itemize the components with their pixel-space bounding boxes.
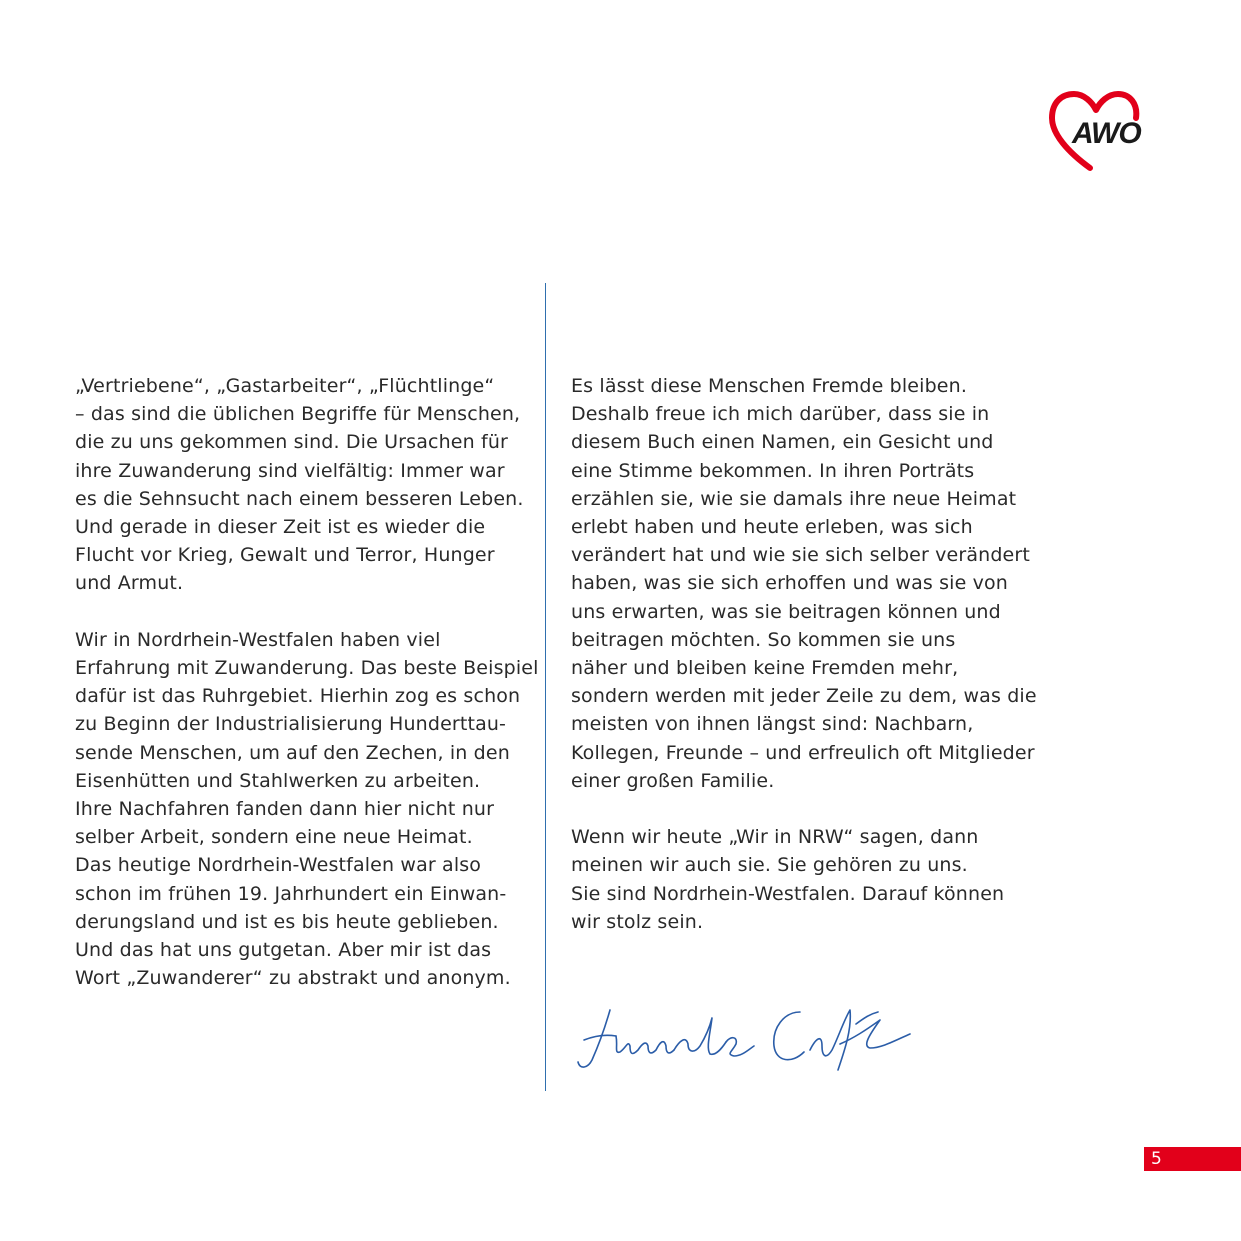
logo-text: AWO — [1072, 117, 1141, 150]
text-line: meinen wir auch sie. Sie gehören zu uns. — [571, 854, 968, 877]
text-line: uns erwarten, was sie beitragen können und — [571, 600, 1001, 623]
text-line: Und das hat uns gutgetan. Aber mir ist das — [75, 939, 492, 962]
text-line: schon im frühen 19. Jahrhundert ein Einwan- — [75, 882, 507, 905]
text-line: Es lässt diese Menschen Fremde bleiben. — [571, 375, 968, 397]
paragraph — [75, 626, 539, 993]
text-line: wir stolz sein. — [571, 910, 704, 933]
text-line: diesem Buch einen Namen, ein Gesicht und — [571, 431, 994, 454]
text-line: Ihre Nachfahren fanden dann hier nicht nur — [75, 798, 495, 821]
text-line: sondern werden mit jeder Zeile zu dem, was die — [571, 685, 1037, 708]
heart-logo-icon — [1048, 88, 1158, 174]
page-number-tab — [1144, 1147, 1241, 1171]
text-line: „Vertriebene“, „Gastarbeiter“, „Flüchtlinge“ — [75, 375, 495, 397]
text-line: Das heutige Nordrhein-Westfalen war also — [75, 854, 482, 877]
text-line: Wir in Nordrhein-Westfalen haben viel — [75, 628, 441, 651]
text-line: sende Menschen, um auf den Zechen, in den — [75, 741, 510, 764]
left-text-column — [75, 372, 539, 1021]
right-text-column — [571, 372, 1041, 964]
paragraph — [571, 372, 1041, 795]
text-line: die zu uns gekommen sind. Die Ursachen für — [75, 431, 508, 454]
text-line: verändert hat und wie sie sich selber verändert — [571, 544, 1030, 567]
text-line: Wenn wir heute „Wir in NRW“ sagen, dann — [571, 826, 979, 849]
awo-logo — [1048, 88, 1158, 174]
text-line: Eisenhütten und Stahlwerken zu arbeiten. — [75, 769, 481, 792]
text-line: haben, was sie sich erhoffen und was sie von — [571, 572, 1008, 595]
signature-icon — [570, 990, 930, 1080]
paragraph — [571, 823, 1041, 936]
text-line: – das sind die üblichen Begriffe für Menschen, — [75, 403, 521, 426]
text-line: Wort „Zuwanderer“ zu abstrakt und anonym. — [75, 967, 511, 990]
text-line: näher und bleiben keine Fremden mehr, — [571, 657, 959, 680]
text-line: dafür ist das Ruhrgebiet. Hierhin zog es schon — [75, 685, 521, 708]
text-line: es die Sehnsucht nach einem besseren Leben. — [75, 487, 524, 510]
text-line: und Armut. — [75, 572, 184, 595]
text-line: derungsland und ist es bis heute geblieben. — [75, 910, 499, 933]
text-line: zu Beginn der Industrialisierung Hunderttau- — [75, 713, 507, 736]
text-line: meisten von ihnen längst sind: Nachbarn, — [571, 713, 974, 736]
paragraph — [75, 372, 535, 598]
text-line: einer großen Familie. — [571, 769, 775, 792]
text-line: erlebt haben und heute erleben, was sich — [571, 516, 973, 539]
text-line: beitragen möchten. So kommen sie uns — [571, 628, 956, 651]
text-line: eine Stimme bekommen. In ihren Porträts — [571, 459, 975, 482]
text-line: Kollegen, Freunde – und erfreulich oft Mitglieder — [571, 741, 1035, 764]
text-line: Deshalb freue ich mich darüber, dass sie in — [571, 403, 990, 426]
text-line: Und gerade in dieser Zeit ist es wieder die — [75, 516, 486, 539]
page-number: 5 — [1151, 1149, 1162, 1169]
text-line: Sie sind Nordrhein-Westfalen. Darauf können — [571, 882, 1005, 905]
text-line: selber Arbeit, sondern eine neue Heimat. — [75, 826, 473, 849]
text-line: Erfahrung mit Zuwanderung. Das beste Beispiel — [75, 657, 539, 680]
text-line: Flucht vor Krieg, Gewalt und Terror, Hunger — [75, 544, 495, 567]
signature — [570, 990, 930, 1080]
text-line: erzählen sie, wie sie damals ihre neue Heimat — [571, 487, 1017, 510]
text-line: ihre Zuwanderung sind vielfältig: Immer war — [75, 459, 505, 482]
column-divider — [545, 283, 546, 1091]
